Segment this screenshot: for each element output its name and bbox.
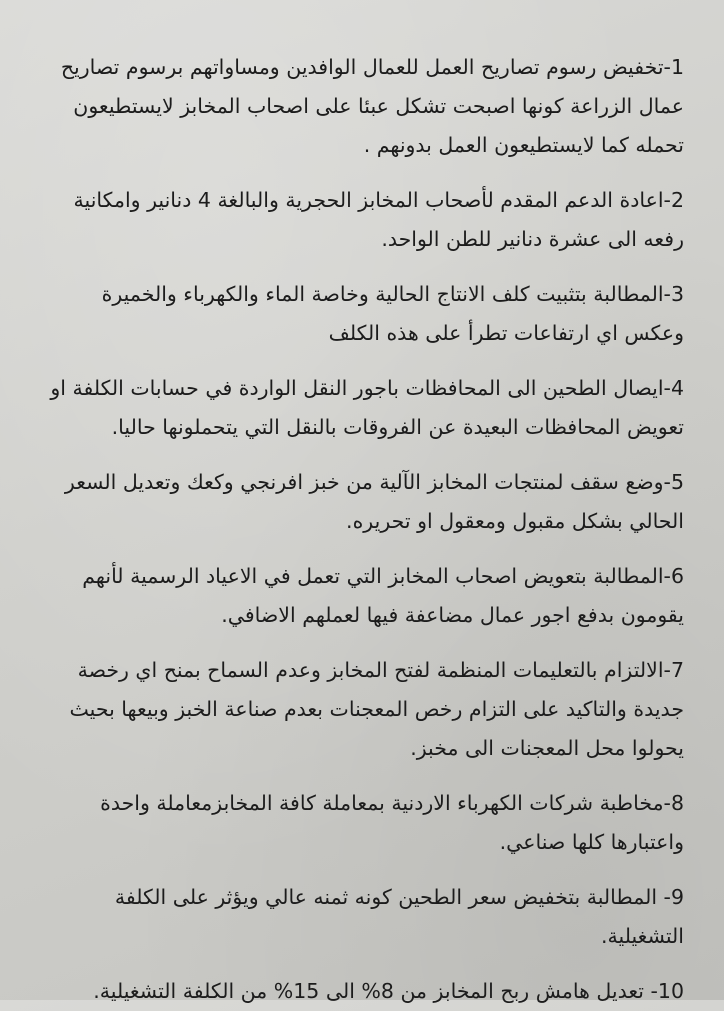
list-item-8: 8-مخاطبة شركات الكهرباء الاردنية بمعاملة كافة المخابزمعاملة واحدة واعتبارها كلها صناعي. [100, 791, 684, 854]
demands-list [42, 48, 684, 1011]
list-item-4: 4-ايصال الطحين الى المحافظات باجور النقل الواردة في حسابات الكلفة او تعويض المحافظات البعيدة عن الفروقات بالنقل التي يتحملونها حاليا. [50, 376, 684, 439]
list-item-5: 5-وضع سقف لمنتجات المخابز الآلية من خبز افرنجي وكعك وتعديل السعر الحالي بشكل مقبول ومعقول او تحريره. [64, 470, 684, 533]
list-item-7: 7-الالتزام بالتعليمات المنظمة لفتح المخابز وعدم السماح بمنح اي رخصة جديدة والتاكيد على التزام رخص المعجنات بعدم صناعة الخبز وبيعها بحيث يحولوا محل المعجنات الى مخبز. [69, 658, 684, 760]
list-item-10: 10- تعديل هامش ربح المخابز من 8% الى 15% من الكلفة التشغيلية. [93, 979, 684, 1003]
list-item-3: 3-المطالبة بتثبيت كلف الانتاج الحالية وخاصة الماء والكهرباء والخميرة وعكس اي ارتفاعات تطرأ على هذه الكلف [101, 282, 684, 345]
list-item-2: 2-اعادة الدعم المقدم لأصحاب المخابز الحجرية والبالغة 4 دنانير وامكانية رفعه الى عشرة دنانير للطن الواحد. [73, 188, 684, 251]
list-item-6: 6-المطالبة بتعويض اصحاب المخابز التي تعمل في الاعياد الرسمية لأنهم يقومون بدفع اجور عمال مضاعفة فيها لعملهم الاضافي. [82, 564, 684, 627]
list-item-1: 1-تخفيض رسوم تصاريح العمل للعمال الوافدين ومساواتهم برسوم تصاريح عمال الزراعة كونها اصبحت تشكل عبئا على اصحاب المخابز لايستطيعون تحمله كما لايستطيعون العمل بدونهم . [60, 55, 684, 157]
list-item-9: 9- المطالبة بتخفيض سعر الطحين كونه ثمنه عالي ويؤثر على الكلفة التشغيلية. [114, 885, 684, 948]
